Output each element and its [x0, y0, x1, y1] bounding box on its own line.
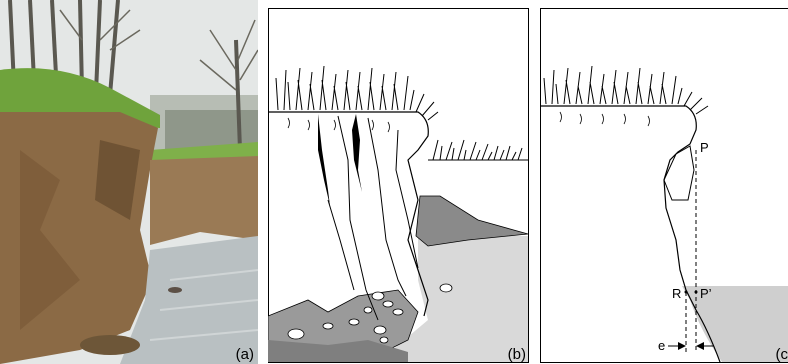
bank-schematic	[540, 0, 788, 364]
label-R: R	[672, 286, 682, 301]
panel-label-c: (c	[775, 346, 788, 363]
label-P: P	[700, 140, 709, 155]
bank-failure-sketch	[268, 0, 530, 364]
schematic-panel-c	[540, 0, 788, 364]
label-e: e	[658, 338, 666, 353]
riverbank-photo	[0, 0, 258, 364]
label-P-prime: P’	[700, 286, 712, 301]
point-R-marker	[685, 291, 688, 294]
point-Pprime-marker	[695, 291, 698, 294]
sketch-panel-b	[268, 0, 530, 364]
panel-label-b: (b)	[507, 346, 526, 363]
panel-label-a: (a)	[235, 346, 254, 363]
photo-panel-a	[0, 0, 258, 364]
